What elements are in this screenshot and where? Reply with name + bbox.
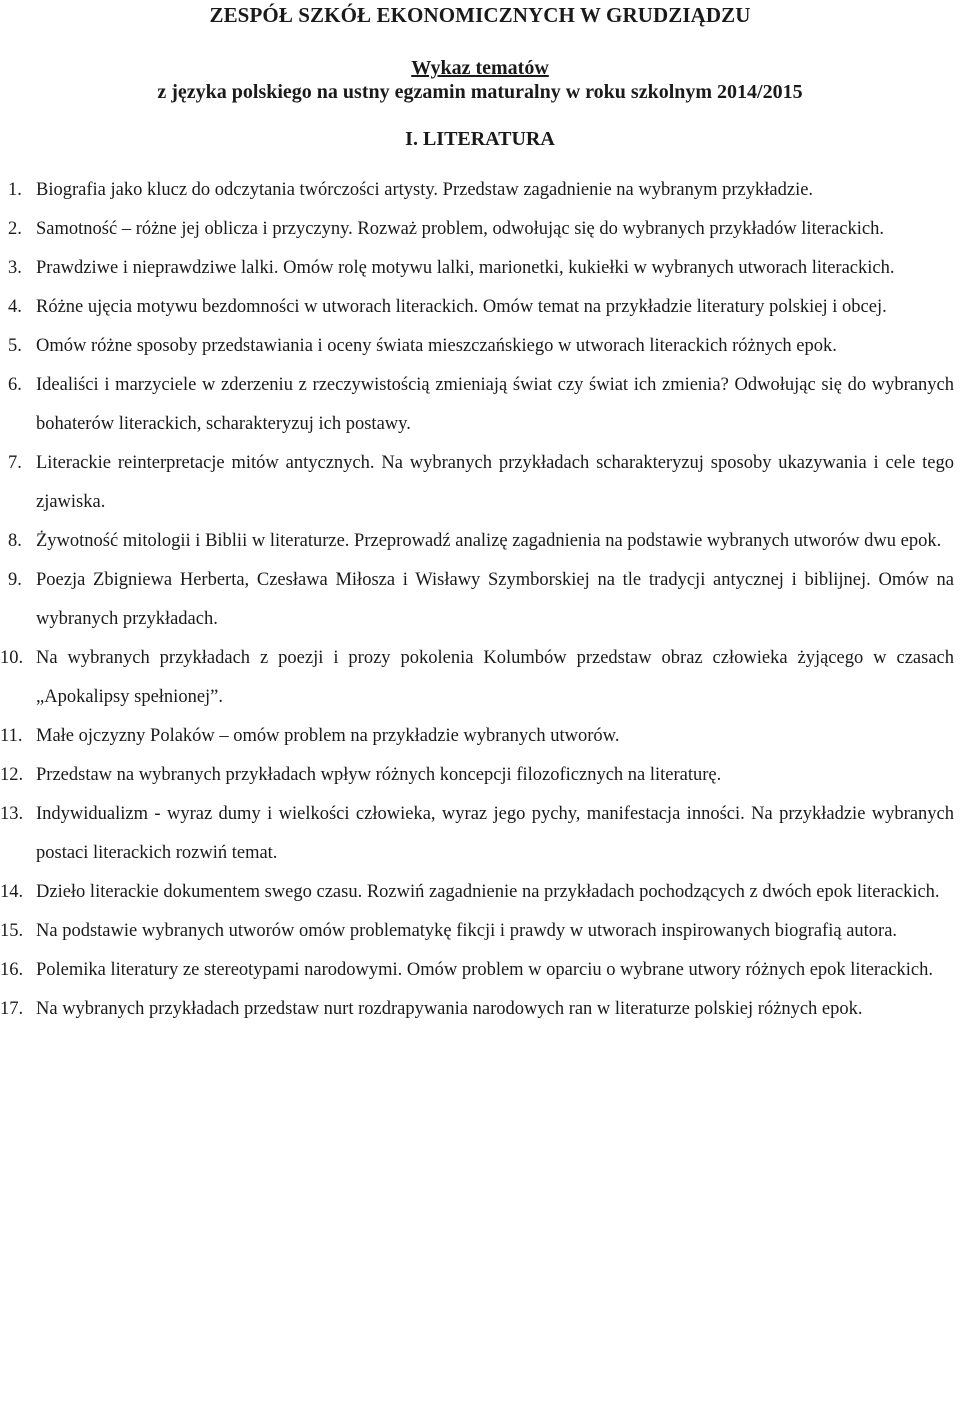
document-title: Wykaz tematów [411, 57, 549, 79]
topic-item [0, 795, 954, 873]
topic-text: Indywidualizm - wyraz dumy i wielkości człowieka, wyraz jego pychy, manifestacja inności. Na przykładzie wybranych postaci literackich rozwiń temat. [36, 804, 954, 863]
topic-text: Idealiści i marzyciele w zderzeniu z rzeczywistością zmieniają świat czy świat ich zmienia? Odwołując się do wybranych bohaterów literackich, scharakteryzuj ich postawy. [36, 375, 954, 434]
topic-number: 5. [8, 336, 22, 356]
topic-item [8, 327, 954, 366]
topic-number: 3. [8, 258, 22, 278]
document-subtitle: z języka polskiego na ustny egzamin maturalny w roku szkolnym 2014/2015 [157, 81, 803, 103]
topic-number: 2. [8, 219, 22, 239]
topic-item [8, 288, 954, 327]
topic-text: Literackie reinterpretacje mitów antycznych. Na wybranych przykładach scharakteryzuj sposoby ukazywania i cele tego zjawiska. [36, 453, 954, 512]
topic-number: 13. [0, 804, 24, 824]
topic-item [8, 522, 954, 561]
topic-list [0, 171, 954, 1029]
topic-item [0, 756, 954, 795]
topic-item [0, 990, 954, 1029]
topic-item [0, 951, 954, 990]
topic-text: Na wybranych przykładach z poezji i prozy pokolenia Kolumbów przedstaw obraz człowieka żyjącego w czasach „Apokalipsy spełnionej”. [36, 648, 954, 707]
topic-number: 4. [8, 297, 22, 317]
topic-text: Omów różne sposoby przedstawiania i oceny świata mieszczańskiego w utworach literackich różnych epok. [36, 336, 837, 356]
topic-text: Różne ujęcia motywu bezdomności w utworach literackich. Omów temat na przykładzie literatury polskiej i obcej. [36, 297, 887, 317]
topic-number: 8. [8, 531, 22, 551]
topic-text: Poezja Zbigniewa Herberta, Czesława Miłosza i Wisławy Szymborskiej na tle tradycji antycznej i biblijnej. Omów na wybranych przykładach. [36, 570, 954, 629]
topic-text: Małe ojczyzny Polaków – omów problem na przykładzie wybranych utworów. [36, 726, 620, 746]
topic-number: 1. [8, 180, 22, 200]
topic-text: Żywotność mitologii i Biblii w literaturze. Przeprowadź analizę zagadnienia na podstawie wybranych utworów dwu epok. [36, 531, 942, 551]
school-name: ZESPÓŁ SZKÓŁ EKONOMICZNYCH W GRUDZIĄDZU [209, 3, 751, 27]
topic-number: 15. [0, 921, 24, 941]
topic-text: Przedstaw na wybranych przykładach wpływ różnych koncepcji filozoficznych na literaturę. [36, 765, 722, 785]
topic-number: 7. [8, 453, 22, 473]
topic-text: Na wybranych przykładach przedstaw nurt rozdrapywania narodowych ran w literaturze polskiej różnych epok. [36, 999, 863, 1019]
topic-item [8, 444, 954, 522]
topic-text: Prawdziwe i nieprawdziwe lalki. Omów rolę motywu lalki, marionetki, kukiełki w wybranych utworach literackich. [36, 258, 895, 278]
section-heading: I. LITERATURA [405, 128, 555, 150]
topic-text: Biografia jako klucz do odczytania twórczości artysty. Przedstaw zagadnienie na wybranym przykładzie. [36, 180, 814, 200]
topic-item [8, 210, 954, 249]
topic-item [0, 912, 954, 951]
topic-item [0, 873, 954, 912]
topic-number: 11. [0, 726, 23, 746]
topic-number: 12. [0, 765, 24, 785]
topic-number: 6. [8, 375, 22, 395]
topic-item [0, 639, 954, 717]
topic-number: 14. [0, 882, 24, 902]
topic-text: Polemika literatury ze stereotypami narodowymi. Omów problem w oparciu o wybrane utwory różnych epok literackich. [36, 960, 933, 980]
topic-item [8, 171, 954, 210]
topic-text: Na podstawie wybranych utworów omów problematykę fikcji i prawdy w utworach inspirowanych biografią autora. [36, 921, 898, 941]
topic-text: Samotność – różne jej oblicza i przyczyny. Rozważ problem, odwołując się do wybranych przykładów literackich. [36, 219, 884, 239]
topic-item [8, 561, 954, 639]
topic-item [8, 366, 954, 444]
topic-item [8, 249, 954, 288]
topic-number: 17. [0, 999, 24, 1019]
topic-item [0, 717, 954, 756]
topic-number: 10. [0, 648, 24, 668]
topic-number: 16. [0, 960, 24, 980]
topic-number: 9. [8, 570, 22, 590]
topic-text: Dzieło literackie dokumentem swego czasu. Rozwiń zagadnienie na przykładach pochodzących z dwóch epok literackich. [36, 882, 940, 902]
